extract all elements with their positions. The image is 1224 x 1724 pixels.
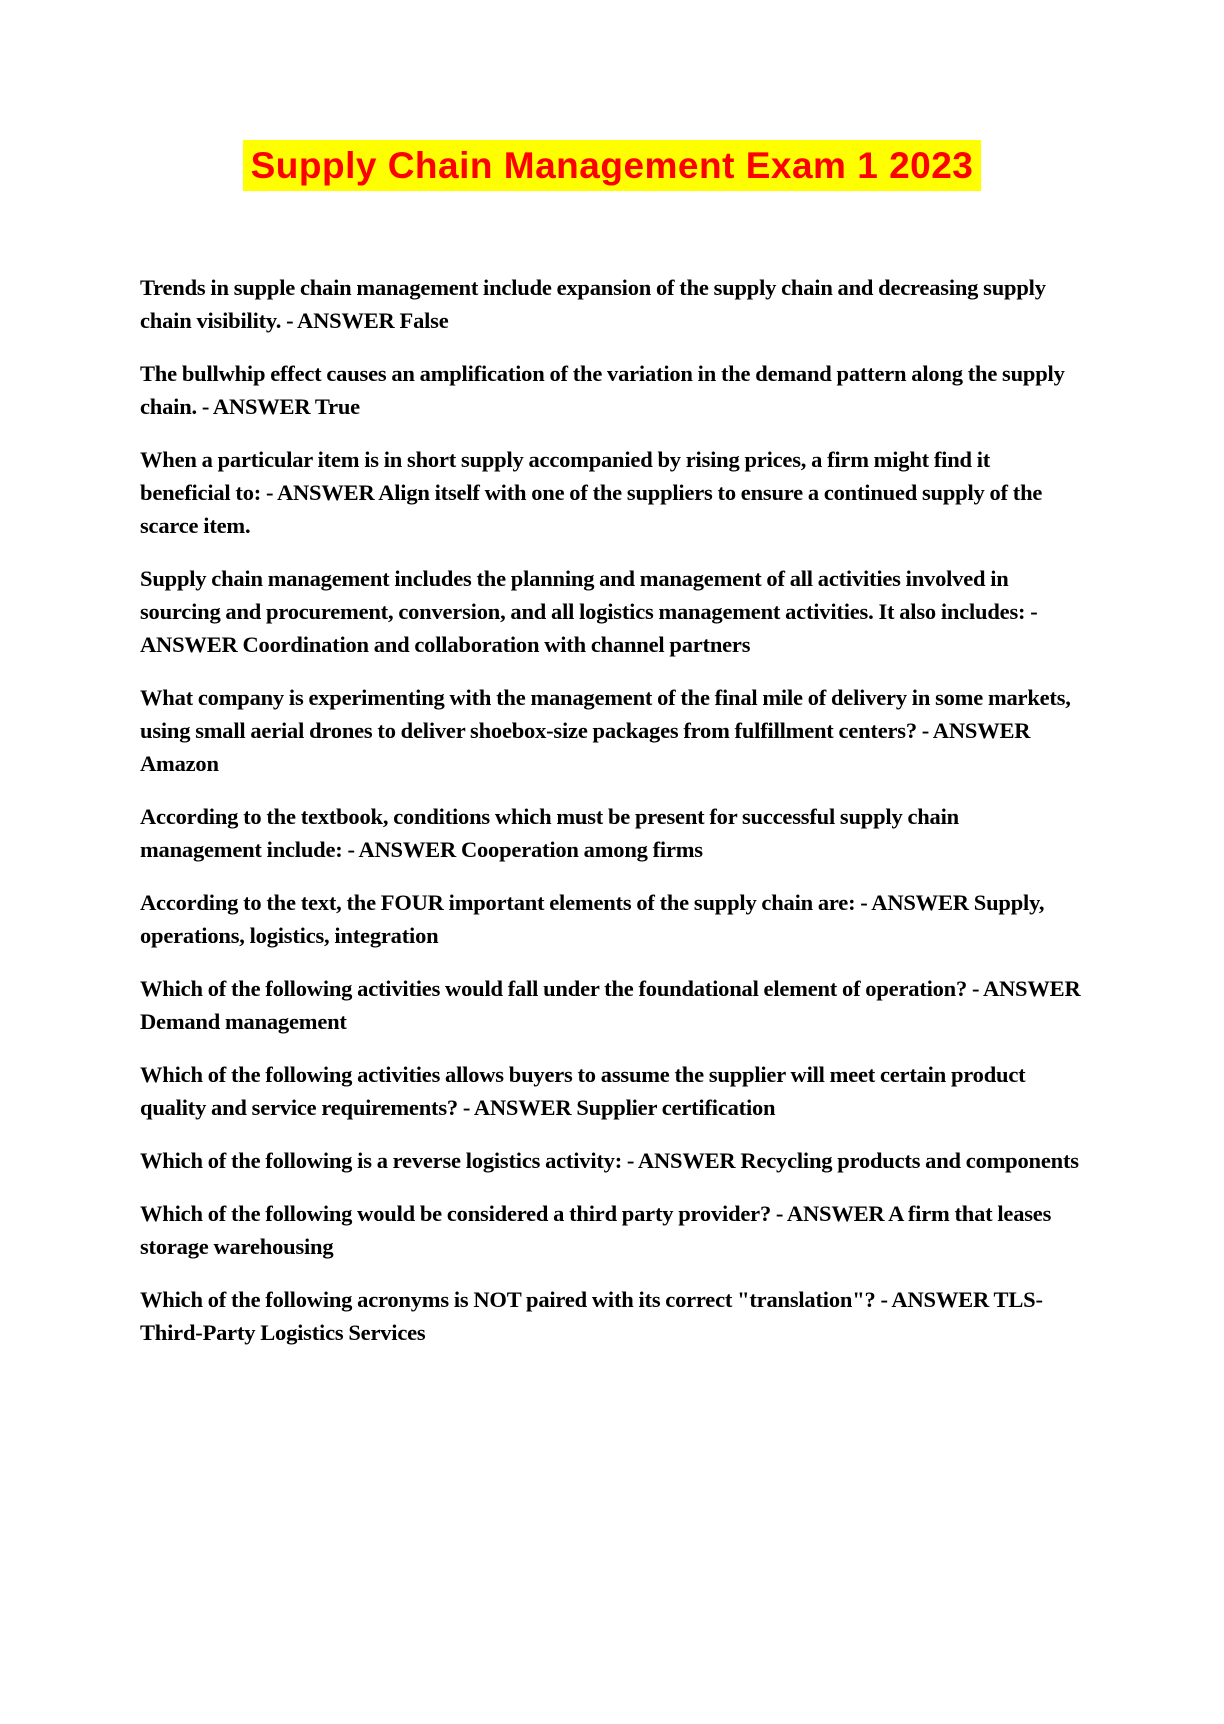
qa-item: According to the textbook, conditions which must be present for successful supply chain management include: - ANSWER Cooperation among firms	[140, 804, 959, 862]
qa-item: Which of the following activities allows buyers to assume the supplier will meet certain product quality and service requirements? - ANSWER Supplier certification	[140, 1062, 1026, 1120]
document-page	[0, 140, 1224, 1349]
qa-item: Supply chain management includes the planning and management of all activities involved in sourcing and procurement, conversion, and all logistics management activities. It also includes: - ANSWER Coordination and collaboration with channel partners	[140, 566, 1038, 657]
qa-item: According to the text, the FOUR important elements of the supply chain are: - ANSWER Supply, operations, logistics, integration	[140, 890, 1045, 948]
qa-item: When a particular item is in short supply accompanied by rising prices, a firm might find it beneficial to: - ANSWER Align itself with one of the suppliers to ensure a continued supply of the scarce item.	[140, 447, 1043, 538]
qa-item: Which of the following activities would fall under the foundational element of operation? - ANSWER Demand management	[140, 976, 1081, 1034]
page-title: Supply Chain Management Exam 1 2023	[243, 140, 982, 191]
qa-content	[0, 271, 1224, 1349]
qa-item: The bullwhip effect causes an amplification of the variation in the demand pattern along the supply chain. - ANSWER True	[140, 361, 1065, 419]
title-row	[0, 140, 1224, 191]
qa-item: Which of the following acronyms is NOT paired with its correct "translation"? - ANSWER TLS- Third-Party Logistics Services	[140, 1287, 1043, 1345]
qa-item: What company is experimenting with the management of the final mile of delivery in some markets, using small aerial drones to deliver shoebox-size packages from fulfillment centers? - ANSWER Amazon	[140, 685, 1071, 776]
qa-item: Which of the following is a reverse logistics activity: - ANSWER Recycling products and components	[140, 1148, 1079, 1173]
qa-item: Trends in supple chain management include expansion of the supply chain and decreasing supply chain visibility. - ANSWER False	[140, 275, 1046, 333]
qa-item: Which of the following would be considered a third party provider? - ANSWER A firm that leases storage warehousing	[140, 1201, 1052, 1259]
